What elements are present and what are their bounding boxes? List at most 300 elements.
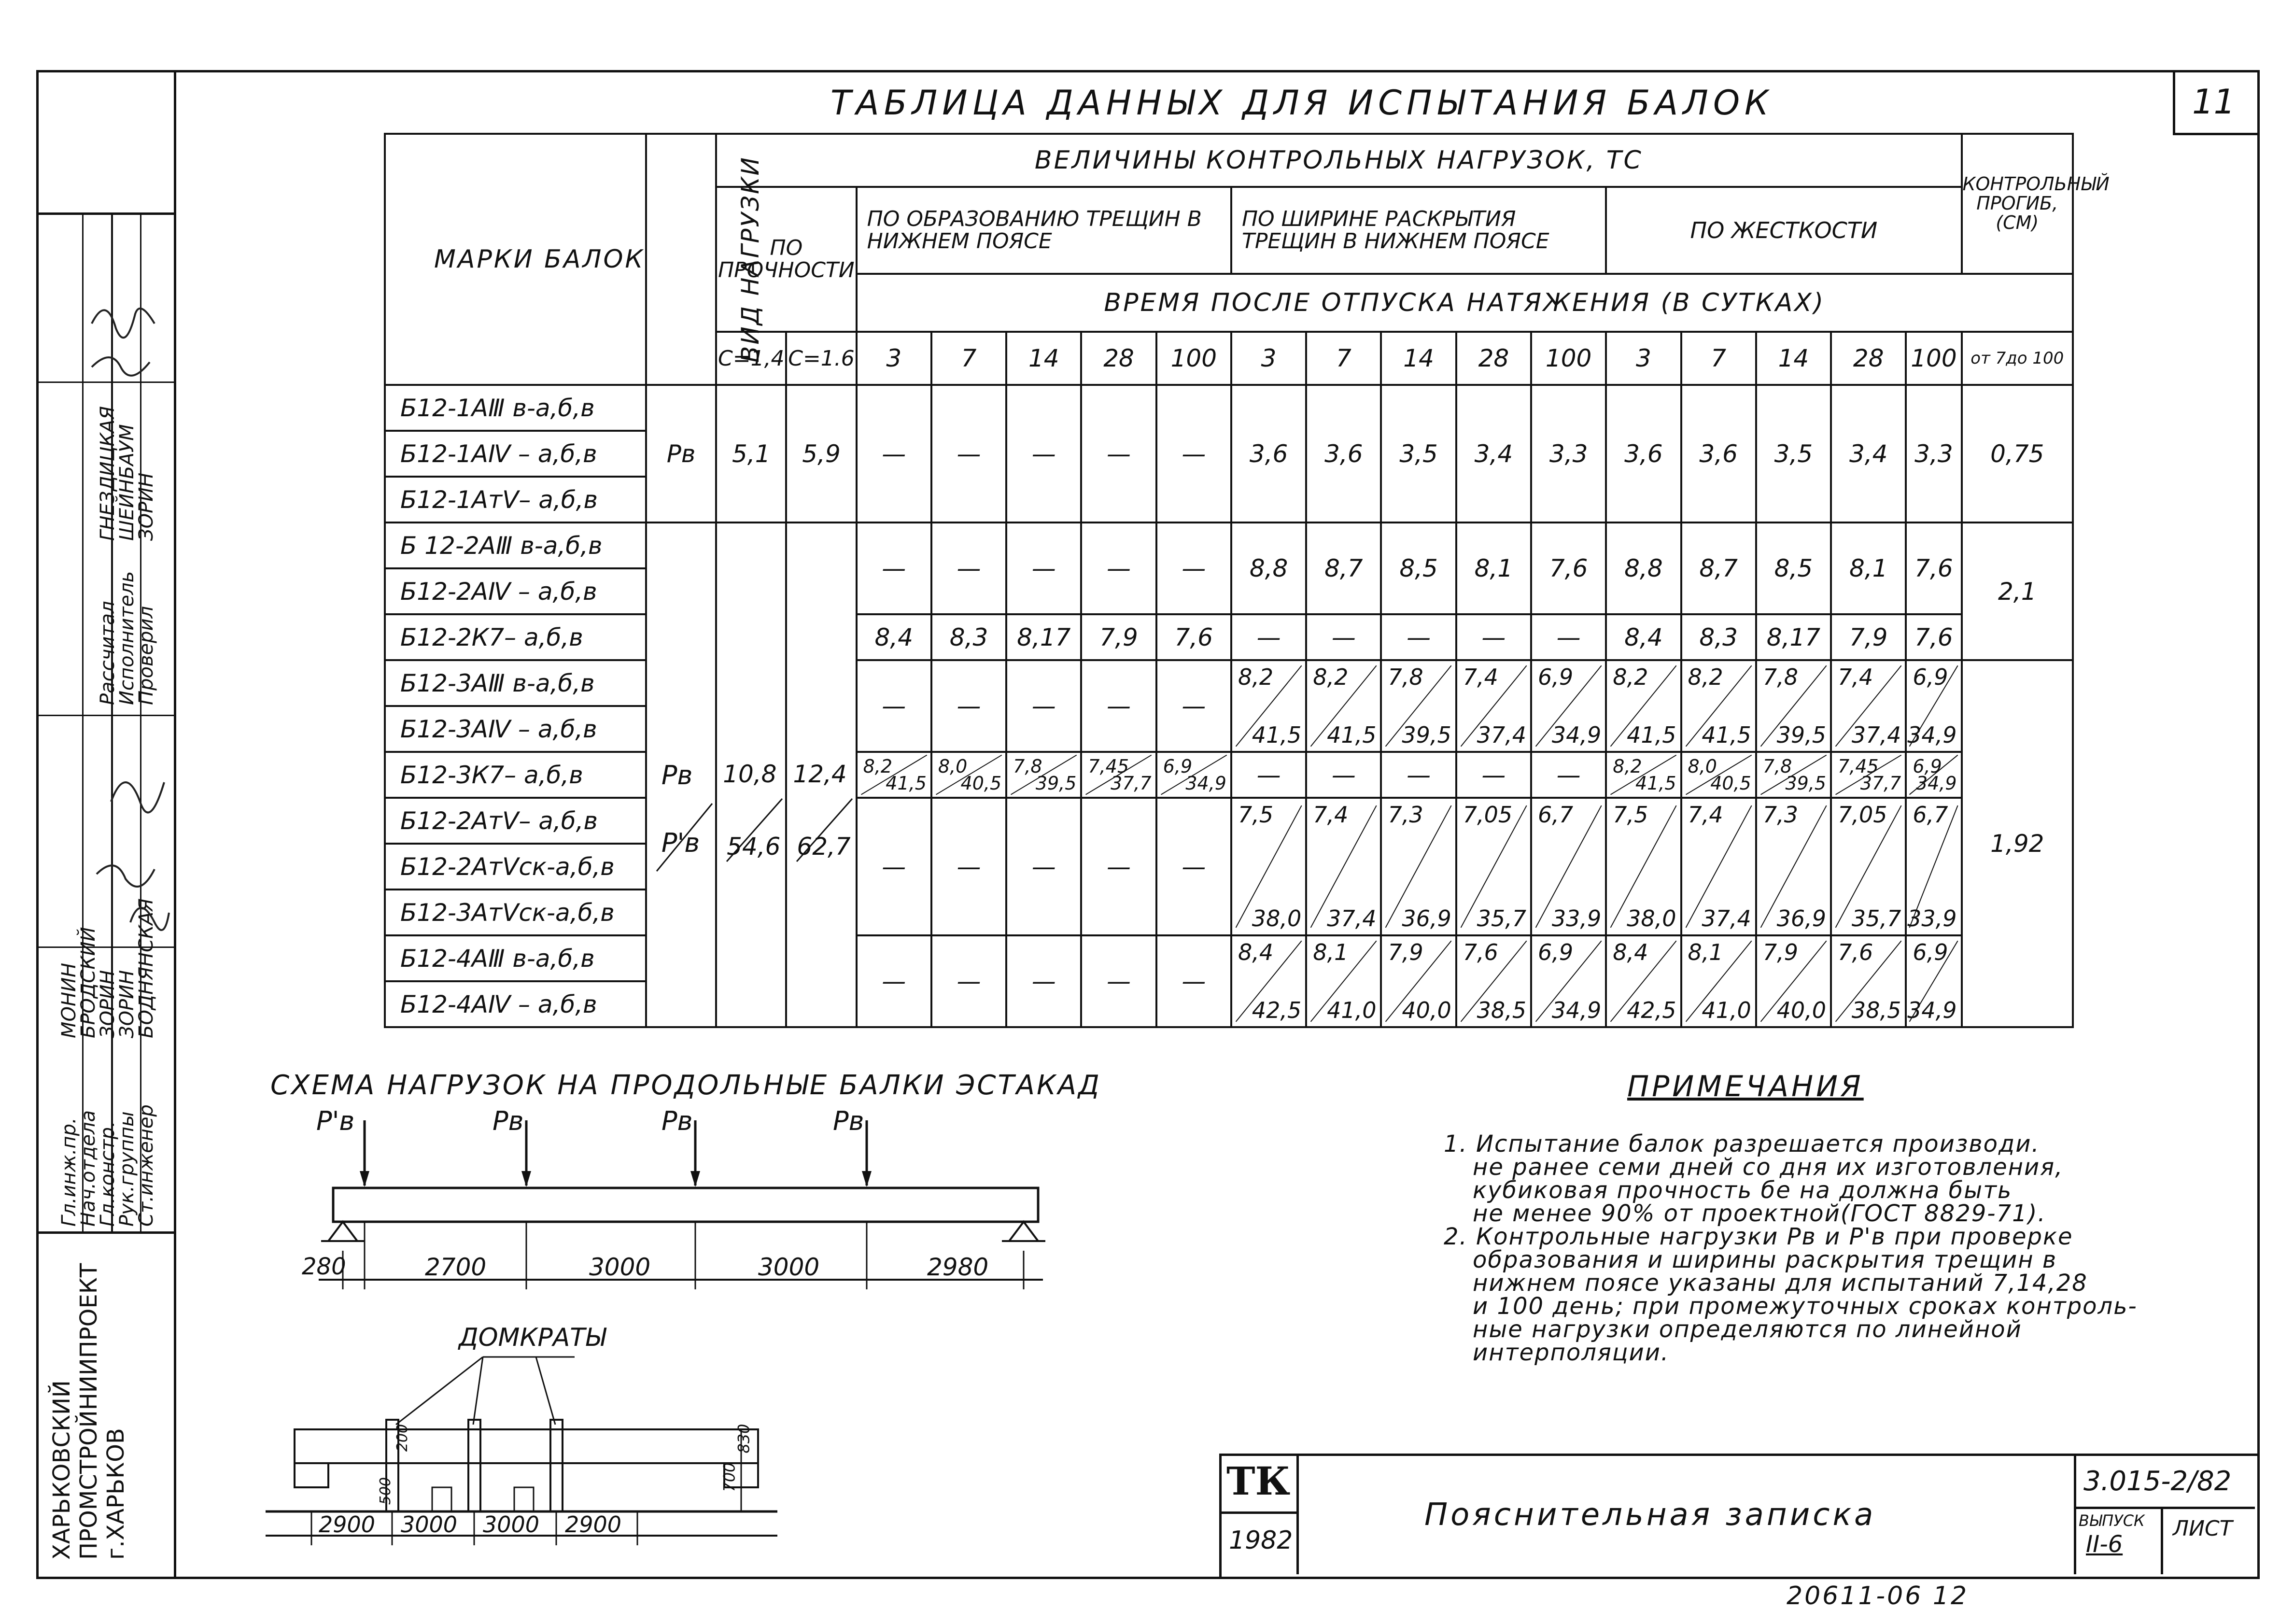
fraction-bottom: 41,5 [1327, 722, 1377, 748]
beam-mark: Б12-1АтⅤ– а,б,в [385, 477, 646, 523]
value-cell: 3,4 [1456, 385, 1531, 523]
table-row [385, 752, 2073, 798]
fraction-bottom: 41,5 [1627, 722, 1676, 748]
value-cell: 8,7 [1681, 523, 1756, 614]
fraction-cell [1156, 752, 1231, 798]
fraction-cell [1381, 935, 1456, 1027]
table-row [385, 798, 2073, 844]
deflection-value: 1,92 [1962, 660, 2073, 1027]
load-label: Рв [493, 1106, 524, 1136]
value-cell: 7,9 [1081, 614, 1156, 660]
value-cell: 8,17 [1756, 614, 1831, 660]
strength-value: 62,7 [797, 833, 851, 861]
fraction-value [1457, 936, 1530, 1026]
sidebar-name: МОНИН [58, 962, 80, 1038]
fraction-cell [1681, 798, 1756, 935]
fraction-top: 8,2 [1613, 756, 1642, 777]
code-divider [2074, 1507, 2255, 1509]
header-strength: ПО ПРОЧНОСТИ [716, 187, 856, 332]
fraction-top: 8,2 [1613, 664, 1648, 690]
fraction-top: 6,7 [1913, 802, 1948, 828]
fraction-bottom: 40,5 [1710, 773, 1751, 794]
fraction-value [1007, 753, 1080, 797]
fraction-top: 7,8 [1013, 756, 1042, 777]
fraction-bottom: 41,5 [1252, 722, 1302, 748]
strength-c14-group2 [716, 523, 786, 1027]
fraction-top: 8,0 [938, 756, 968, 777]
fraction-top: 8,1 [1313, 939, 1349, 965]
sidebar-role2: Рассчитал [97, 601, 119, 705]
header-c16: С=1.6 [786, 332, 856, 385]
fraction-bottom: 39,5 [1402, 722, 1451, 748]
deflection-value: 0,75 [1962, 385, 2073, 523]
value-cell: 3,6 [1681, 385, 1756, 523]
fraction-value [1532, 799, 1605, 934]
fraction-value [1607, 661, 1680, 751]
strength-c16-group2 [786, 523, 856, 1027]
fraction-top: 6,9 [1538, 664, 1574, 690]
fraction-top: 8,1 [1688, 939, 1723, 965]
issue-divider [2161, 1507, 2163, 1574]
value-cell: 3,3 [1531, 385, 1606, 523]
fraction-value [1457, 799, 1530, 934]
day-cell: 7 [931, 332, 1006, 385]
dash-cell: — [1306, 614, 1381, 660]
dim-label: 3000 [483, 1511, 540, 1538]
dash-cell: — [931, 935, 1006, 1027]
diagonal-line [647, 523, 717, 1028]
fraction-bottom: 37,4 [1327, 905, 1377, 932]
fraction-cell [1606, 935, 1681, 1027]
beam-mark: Б12-3АⅣ – а,б,в [385, 706, 646, 752]
fraction-top: 6,7 [1538, 802, 1574, 828]
dash-cell: — [931, 523, 1006, 614]
strength-value: 12,4 [793, 760, 847, 788]
fraction-bottom: 39,5 [1776, 722, 1827, 748]
fraction-bottom: 35,7 [1851, 905, 1901, 932]
fraction-bottom: 34,9 [1185, 773, 1226, 794]
header-deflection-range: от 7до 100 [1962, 332, 2073, 385]
dim-label: 3000 [758, 1253, 820, 1281]
dim-label: 3000 [589, 1253, 651, 1281]
dash-cell: — [1006, 935, 1081, 1027]
fraction-bottom: 34,9 [1551, 722, 1602, 748]
dash-cell: — [857, 660, 931, 752]
value-cell: 7,6 [1531, 523, 1606, 614]
header-load-type: ВИД НАГРУЗКИ [646, 134, 716, 385]
fraction-value [1382, 799, 1455, 934]
dim-label: 280 [302, 1253, 346, 1280]
day-cell: 100 [1156, 332, 1231, 385]
issue-value: II-6 [2086, 1531, 2123, 1558]
beam-mark: Б12-2АⅣ – а,б,в [385, 568, 646, 614]
fraction-value [1682, 799, 1755, 934]
fraction-cell [1681, 752, 1756, 798]
load-label: Рв [661, 1106, 693, 1136]
dash-cell: — [1381, 614, 1456, 660]
dash-cell: — [1156, 935, 1231, 1027]
role-label: Рук.группы [116, 1111, 138, 1227]
dash-cell: — [1531, 614, 1606, 660]
load-label: Рв [833, 1106, 864, 1136]
fraction-top: 6,9 [1538, 939, 1574, 965]
beam-mark: Б12-2АтⅤск-а,б,в [385, 844, 646, 890]
sidebar-name: БОДНЯНСКАЯ [135, 898, 157, 1038]
load-label: Р'в [316, 1106, 355, 1136]
fraction-cell [1456, 935, 1531, 1027]
value-cell: 8,5 [1756, 523, 1831, 614]
note-line: 1. Испытание балок разрешается производи. [1444, 1130, 2040, 1158]
fraction-bottom: 41,0 [1327, 997, 1377, 1023]
fraction-top: 7,8 [1388, 664, 1423, 690]
dash-cell: — [1006, 523, 1081, 614]
fraction-cell [1456, 660, 1531, 752]
fraction-cell [1906, 935, 1961, 1027]
stamp-code: 3.015-2/82 [2083, 1466, 2232, 1497]
strength-value: 54,6 [727, 833, 781, 861]
diagonal-line [717, 523, 787, 1028]
fraction-bottom: 37,4 [1851, 722, 1901, 748]
fraction-cell [1381, 798, 1456, 935]
fraction-top: 7,8 [1762, 756, 1792, 777]
fraction-value [858, 753, 930, 797]
day-cell: 7 [1306, 332, 1381, 385]
note-line: ные нагрузки определяются по линейной [1473, 1316, 2022, 1343]
day-cell: 3 [857, 332, 931, 385]
fraction-bottom: 42,5 [1252, 997, 1302, 1023]
dim-label: 2980 [927, 1253, 989, 1281]
fraction-cell [1306, 798, 1381, 935]
fraction-value [1832, 661, 1905, 751]
fraction-cell [1606, 798, 1681, 935]
header-marks: МАРКИ БАЛОК [385, 134, 646, 385]
header-c14: С=1,4 [716, 332, 786, 385]
fraction-value [1232, 799, 1305, 934]
load-scheme-diagram [270, 1106, 1091, 1323]
beam-mark: Б12-1АⅣ – а,б,в [385, 431, 646, 477]
value-cell: 8,3 [931, 614, 1006, 660]
sidebar-name2: ЗОРИН [135, 472, 157, 541]
value-cell: 7,6 [1156, 614, 1231, 660]
fraction-top: 7,5 [1613, 802, 1648, 828]
fraction-cell [1306, 935, 1381, 1027]
sidebar-name: БРОДСКИЙ [77, 927, 99, 1038]
dash-cell: — [1531, 752, 1606, 798]
fraction-cell [1231, 660, 1306, 752]
fraction-bottom: 34,9 [1907, 997, 1957, 1023]
value-cell: 8,1 [1456, 523, 1531, 614]
fraction-value [1832, 753, 1905, 797]
signatures [82, 270, 174, 1091]
dash-cell: — [1081, 935, 1156, 1027]
dim-label: 2700 [425, 1253, 487, 1281]
load-pv-prime: Р'в [661, 828, 700, 858]
fraction-value [1907, 799, 1960, 934]
dash-cell: — [1456, 752, 1531, 798]
table-row [385, 385, 2073, 431]
dash-cell: — [1006, 385, 1081, 523]
fraction-top: 7,6 [1463, 939, 1498, 965]
fraction-top: 7,3 [1388, 802, 1423, 828]
dash-cell: — [1381, 752, 1456, 798]
value-cell: 8,17 [1006, 614, 1081, 660]
fraction-cell [1606, 660, 1681, 752]
strength-c16: 5,9 [786, 385, 856, 523]
fraction-bottom: 38,5 [1851, 997, 1901, 1023]
role-label: Гл.инж.пр. [58, 1117, 80, 1227]
beam-mark: Б12-3К7– а,б,в [385, 752, 646, 798]
fraction-value [1907, 753, 1960, 797]
logo-divider [1219, 1511, 1296, 1514]
load-type-group2 [646, 523, 716, 1027]
notes-title: ПРИМЕЧАНИЯ [1627, 1070, 1864, 1103]
fraction-cell [1831, 798, 1906, 935]
value-cell: 3,5 [1381, 385, 1456, 523]
fraction-value [1232, 936, 1305, 1026]
value-cell: 3,3 [1906, 385, 1961, 523]
dash-cell: — [1006, 798, 1081, 935]
diagonal-line [787, 523, 857, 1028]
fraction-bottom: 38,0 [1627, 905, 1676, 932]
fraction-value [1157, 753, 1230, 797]
value-cell: 8,3 [1681, 614, 1756, 660]
role-label: Гл.констр. [97, 1121, 119, 1227]
beam-mark: Б12-3АⅢ в-а,б,в [385, 660, 646, 706]
stamp-year: 1982 [1229, 1526, 1293, 1555]
day-cell: 14 [1756, 332, 1831, 385]
fraction-bottom: 41,5 [1702, 722, 1751, 748]
sidebar-name2: ШЕЙНБАУМ [116, 424, 138, 541]
fraction-cell [1531, 935, 1606, 1027]
fraction-bottom: 40,0 [1776, 997, 1827, 1023]
fraction-top: 8,2 [1313, 664, 1349, 690]
dash-cell: — [857, 798, 931, 935]
issue-label: ВЫПУСК [2079, 1511, 2145, 1530]
sheet-label: ЛИСТ [2173, 1516, 2233, 1541]
header-stiffness: ПО ЖЕСТКОСТИ [1606, 187, 1961, 274]
fraction-top: 7,5 [1238, 802, 1274, 828]
fraction-top: 7,4 [1838, 664, 1873, 690]
fraction-bottom: 36,9 [1776, 905, 1827, 932]
dash-cell: — [1081, 523, 1156, 614]
note-line: и 100 день; при промежуточных сроках контроль- [1473, 1293, 2138, 1320]
note-line: образования и ширины раскрытия трещин в [1473, 1246, 2057, 1273]
header-deflection: КОНТРОЛЬНЫЙ ПРОГИБ, (СМ) [1962, 134, 2073, 274]
fraction-value [1532, 661, 1605, 751]
value-cell: 3,4 [1831, 385, 1906, 523]
fraction-value [1307, 661, 1380, 751]
dash-cell: — [1081, 660, 1156, 752]
fraction-bottom: 37,7 [1860, 773, 1901, 794]
fraction-top: 7,9 [1388, 939, 1423, 965]
sidebar-name: ЗОРИН [116, 970, 138, 1038]
dash-cell: — [857, 523, 931, 614]
role-label: Ст.инженер [135, 1104, 157, 1227]
fraction-cell [1756, 752, 1831, 798]
fraction-cell [1081, 752, 1156, 798]
note-line: нижнем поясе указаны для испытаний 7,14,28 [1473, 1270, 2088, 1297]
day-cell: 7 [1681, 332, 1756, 385]
fraction-cell [1906, 798, 1961, 935]
tk-logo: ТК [1226, 1458, 1291, 1504]
value-cell: 8,5 [1381, 523, 1456, 614]
fraction-top: 7,6 [1838, 939, 1873, 965]
sidebar-name2: ГНЕЗДИЦКАЯ [97, 406, 119, 541]
fraction-cell [1831, 935, 1906, 1027]
fraction-top: 8,2 [1238, 664, 1274, 690]
fraction-value [1757, 753, 1830, 797]
deflection-value: 2,1 [1962, 523, 2073, 660]
fraction-cell [1306, 660, 1381, 752]
fraction-bottom: 37,7 [1111, 773, 1152, 794]
fraction-bottom: 38,5 [1477, 997, 1527, 1023]
fraction-top: 6,9 [1913, 756, 1942, 777]
fraction-value [1757, 936, 1830, 1026]
fraction-cell [857, 752, 931, 798]
fraction-value [932, 753, 1005, 797]
fraction-bottom: 34,9 [1551, 997, 1602, 1023]
note-line: не менее 90% от проектной(ГОСТ 8829-71). [1473, 1200, 2046, 1227]
fraction-top: 7,4 [1313, 802, 1349, 828]
fraction-top: 7,45 [1838, 756, 1879, 777]
fraction-cell [1606, 752, 1681, 798]
header-crack-width: ПО ШИРИНЕ РАСКРЫТИЯ ТРЕЩИН В НИЖНЕМ ПОЯСЕ [1231, 187, 1606, 274]
value-cell: 8,8 [1606, 523, 1681, 614]
footer-number: 20611-06 12 [1787, 1582, 1969, 1610]
fraction-top: 8,0 [1688, 756, 1717, 777]
fraction-top: 7,3 [1762, 802, 1798, 828]
day-cell: 3 [1606, 332, 1681, 385]
dash-cell: — [857, 935, 931, 1027]
fraction-cell [1756, 660, 1831, 752]
beam-mark: Б12-2К7– а,б,в [385, 614, 646, 660]
fraction-bottom: 36,9 [1402, 905, 1451, 932]
table-row [385, 660, 2073, 706]
dim-label: 200 [394, 1424, 411, 1452]
load-type: Рв [646, 385, 716, 523]
note-line: кубиковая прочность бе на должна быть [1473, 1177, 2013, 1204]
value-cell: 3,6 [1606, 385, 1681, 523]
role-label: Нач.отдела [77, 1110, 99, 1227]
fraction-value [1607, 936, 1680, 1026]
fraction-value [1832, 799, 1905, 934]
value-cell: 7,6 [1906, 614, 1961, 660]
dash-cell: — [1156, 660, 1231, 752]
value-cell: 8,1 [1831, 523, 1906, 614]
fraction-cell [1681, 660, 1756, 752]
value-cell: 8,4 [857, 614, 931, 660]
fraction-cell [1906, 752, 1961, 798]
value-cell: 8,8 [1231, 523, 1306, 614]
fraction-bottom: 35,7 [1477, 905, 1527, 932]
fraction-value [1382, 936, 1455, 1026]
fraction-cell [1681, 935, 1756, 1027]
fraction-top: 8,4 [1613, 939, 1648, 965]
sidebar-divider [36, 1231, 174, 1234]
dim-label: 3000 [401, 1511, 458, 1538]
dash-cell: — [1081, 798, 1156, 935]
binding-line [174, 70, 176, 1577]
note-line: 2. Контрольные нагрузки Рв и Р'в при проверке [1444, 1223, 2073, 1250]
dim-label: 700 [720, 1462, 739, 1492]
fraction-cell [1831, 660, 1906, 752]
dim-label: 830 [734, 1424, 753, 1454]
dash-cell: — [1081, 385, 1156, 523]
fraction-cell [1456, 798, 1531, 935]
fraction-value [1457, 661, 1530, 751]
fraction-bottom: 33,9 [1907, 905, 1957, 932]
scheme-title: СХЕМА НАГРУЗОК НА ПРОДОЛЬНЫЕ БАЛКИ ЭСТАКАД [270, 1070, 1101, 1101]
fraction-value [1232, 661, 1305, 751]
dim-label: 2900 [565, 1511, 622, 1538]
fraction-bottom: 39,5 [1785, 773, 1827, 794]
fraction-top: 7,45 [1088, 756, 1129, 777]
dash-cell: — [1456, 614, 1531, 660]
dim-label: 2900 [319, 1511, 376, 1538]
fraction-bottom: 41,5 [1635, 773, 1676, 794]
fraction-cell [1231, 798, 1306, 935]
fraction-cell [1756, 935, 1831, 1027]
fraction-cell [1381, 660, 1456, 752]
note-line: интерполяции. [1473, 1339, 1670, 1366]
stamp-title: Пояснительная записка [1424, 1497, 1876, 1533]
beam-mark: Б12-4АⅢ в-а,б,в [385, 935, 646, 981]
sidebar-role2: Проверил [135, 606, 157, 705]
fraction-value [1907, 936, 1960, 1026]
fraction-value [1307, 799, 1380, 934]
strength-value: 10,8 [723, 760, 777, 788]
fraction-value [1382, 661, 1455, 751]
fraction-cell [1756, 798, 1831, 935]
load-pv: Рв [661, 760, 693, 791]
dash-cell: — [1156, 798, 1231, 935]
header-control-loads: ВЕЛИЧИНЫ КОНТРОЛЬНЫХ НАГРУЗОК, ТС [716, 134, 1961, 187]
table-row [385, 523, 2073, 568]
beam-mark: Б12-1АⅢ в-а,б,в [385, 385, 646, 431]
notes-body [1444, 1132, 2138, 1364]
fraction-bottom: 42,5 [1627, 997, 1676, 1023]
table-row [385, 935, 2073, 981]
fraction-value [1757, 661, 1830, 751]
fraction-bottom: 37,4 [1477, 722, 1527, 748]
fraction-value [1832, 936, 1905, 1026]
fraction-top: 7,8 [1762, 664, 1798, 690]
fraction-top: 7,05 [1838, 802, 1887, 828]
fraction-bottom: 37,4 [1702, 905, 1751, 932]
fraction-top: 7,05 [1463, 802, 1513, 828]
fraction-value [1757, 799, 1830, 934]
beam-mark: Б12-3АтⅤск-а,б,в [385, 890, 646, 935]
fraction-top: 7,9 [1762, 939, 1798, 965]
header-time-after: ВРЕМЯ ПОСЛЕ ОТПУСКА НАТЯЖЕНИЯ (В СУТКАХ) [857, 274, 2073, 332]
fraction-cell [1831, 752, 1906, 798]
value-cell: 8,4 [1606, 614, 1681, 660]
sidebar-name: ЗОРИН [97, 970, 119, 1038]
dash-cell: — [931, 660, 1006, 752]
fraction-top: 7,4 [1463, 664, 1498, 690]
fraction-bottom: 41,5 [886, 773, 927, 794]
day-cell: 14 [1381, 332, 1456, 385]
fraction-value [1682, 661, 1755, 751]
fraction-cell [1531, 798, 1606, 935]
fraction-value [1907, 661, 1960, 751]
fraction-top: 6,9 [1913, 664, 1948, 690]
dash-cell: — [1006, 660, 1081, 752]
fraction-value [1307, 936, 1380, 1026]
dash-cell: — [931, 385, 1006, 523]
fraction-value [1532, 936, 1605, 1026]
fraction-bottom: 41,0 [1702, 997, 1751, 1023]
